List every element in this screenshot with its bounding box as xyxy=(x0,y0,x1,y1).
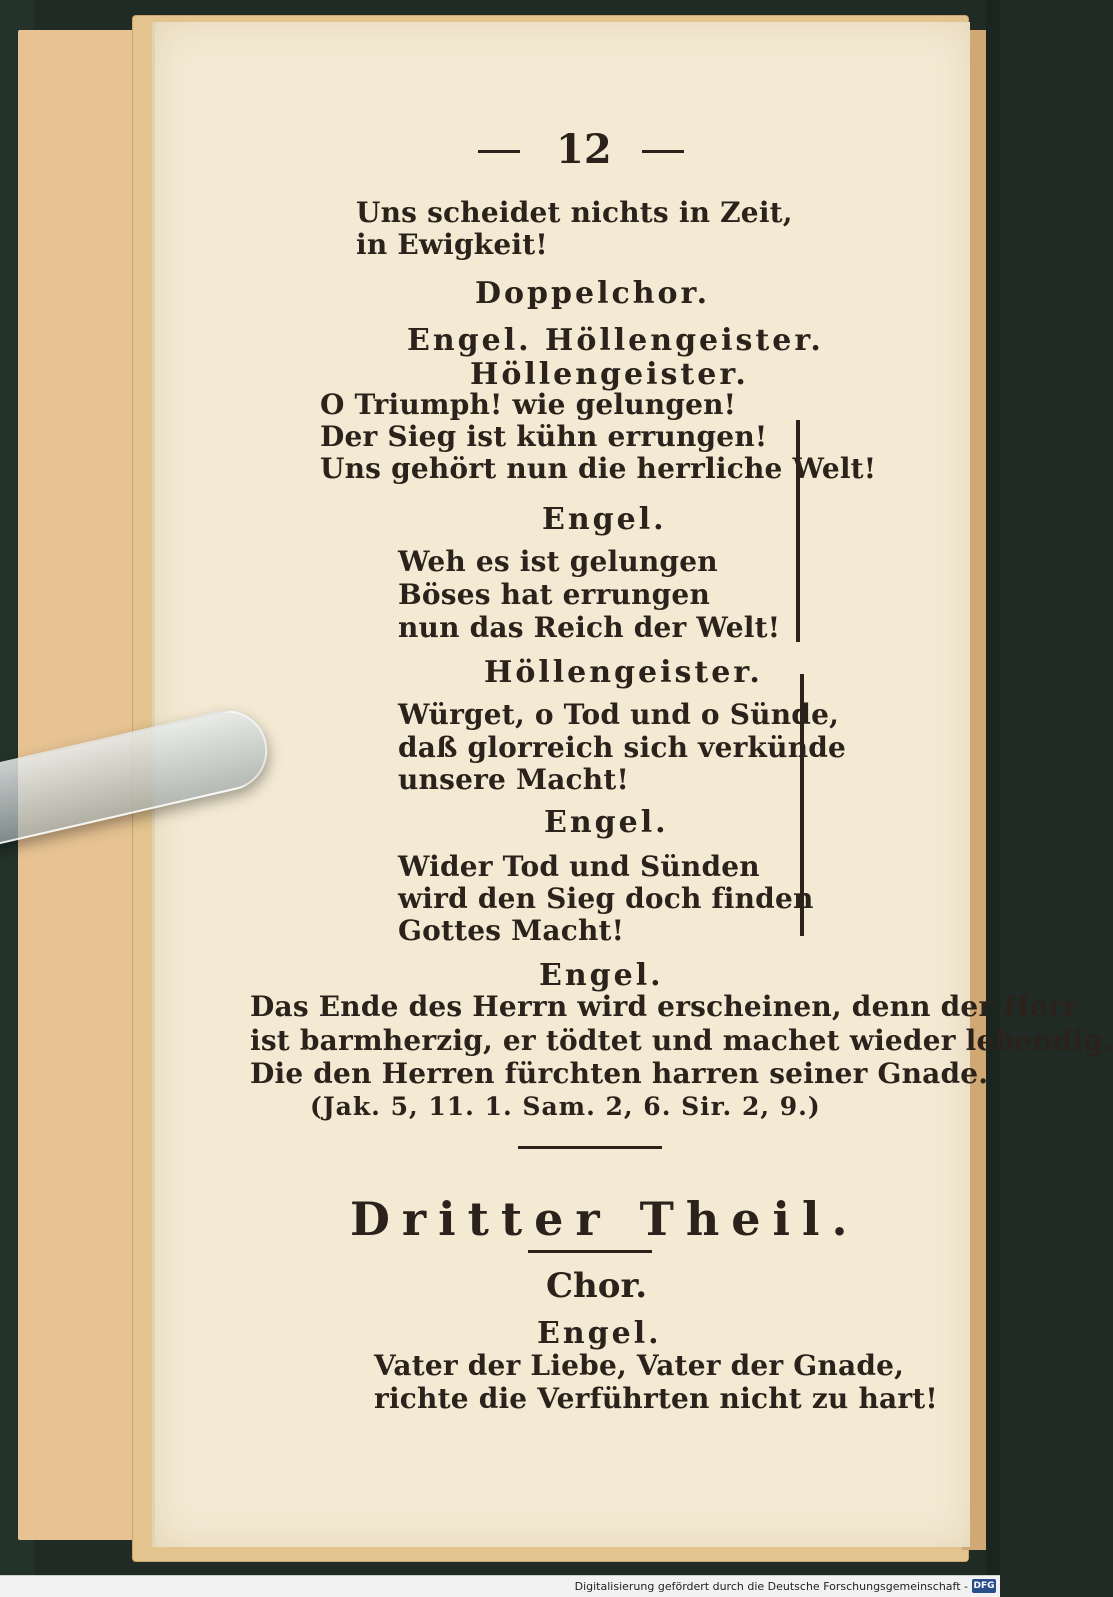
speaker-heading: Engel. xyxy=(542,502,667,537)
heading-chor: Chor. xyxy=(546,1266,648,1306)
text-line: O Triumph! wie gelungen! xyxy=(320,388,737,421)
speaker-heading: Engel. Höllengeister. xyxy=(407,323,824,358)
footer-credit: Digitalisierung gefördert durch die Deutsche Forschungsgemeinschaft - xyxy=(574,1580,968,1593)
text-line: daß glorreich sich verkünde xyxy=(398,731,847,764)
section-rule xyxy=(528,1250,652,1253)
text-line: Uns scheidet nichts in Zeit, xyxy=(356,196,793,229)
text-line: Der Sieg ist kühn errungen! xyxy=(320,420,768,453)
paragraph-line: Das Ende des Herrn wird erscheinen, denn der Herr xyxy=(250,990,1078,1023)
brace-bracket xyxy=(796,420,808,642)
speaker-heading: Engel. xyxy=(539,958,664,993)
page-number: 12 xyxy=(556,126,612,173)
text-line: Wider Tod und Sünden xyxy=(398,850,760,883)
footer-bar xyxy=(0,1575,1000,1597)
text-line: unsere Macht! xyxy=(398,763,629,796)
speaker-heading: Engel. xyxy=(537,1316,662,1351)
text-line: richte die Verführten nicht zu hart! xyxy=(374,1382,938,1415)
page-number-dash-left xyxy=(478,150,520,153)
paragraph-line: Die den Herren fürchten harren seiner Gnade. xyxy=(250,1057,989,1090)
paragraph-line: ist barmherzig, er tödtet und machet wieder lebendig. xyxy=(250,1024,1113,1057)
text-line: Vater der Liebe, Vater der Gnade, xyxy=(374,1349,905,1382)
text-line: Gottes Macht! xyxy=(398,914,625,947)
page-number-dash-right xyxy=(642,150,684,153)
text-line: Uns gehört nun die herrliche Welt! xyxy=(320,452,877,485)
section-rule xyxy=(518,1146,662,1149)
text-line: Weh es ist gelungen xyxy=(398,545,718,578)
citation: (Jak. 5, 11. 1. Sam. 2, 6. Sir. 2, 9.) xyxy=(310,1092,821,1121)
background-right xyxy=(986,0,1000,1575)
speaker-heading: Höllengeister. xyxy=(470,357,749,392)
section-title: Dritter Theil. xyxy=(350,1192,860,1246)
text-line: Böses hat errungen xyxy=(398,578,710,611)
speaker-heading: Höllengeister. xyxy=(484,655,763,690)
heading-doppelchor: Doppelchor. xyxy=(475,276,711,311)
text-line: in Ewigkeit! xyxy=(356,228,548,261)
text-line: Würget, o Tod und o Sünde, xyxy=(398,698,840,731)
speaker-heading: Engel. xyxy=(544,805,669,840)
text-line: wird den Sieg doch finden xyxy=(398,882,814,915)
dfg-logo-icon: DFG xyxy=(973,1581,995,1591)
text-line: nun das Reich der Welt! xyxy=(398,611,781,644)
